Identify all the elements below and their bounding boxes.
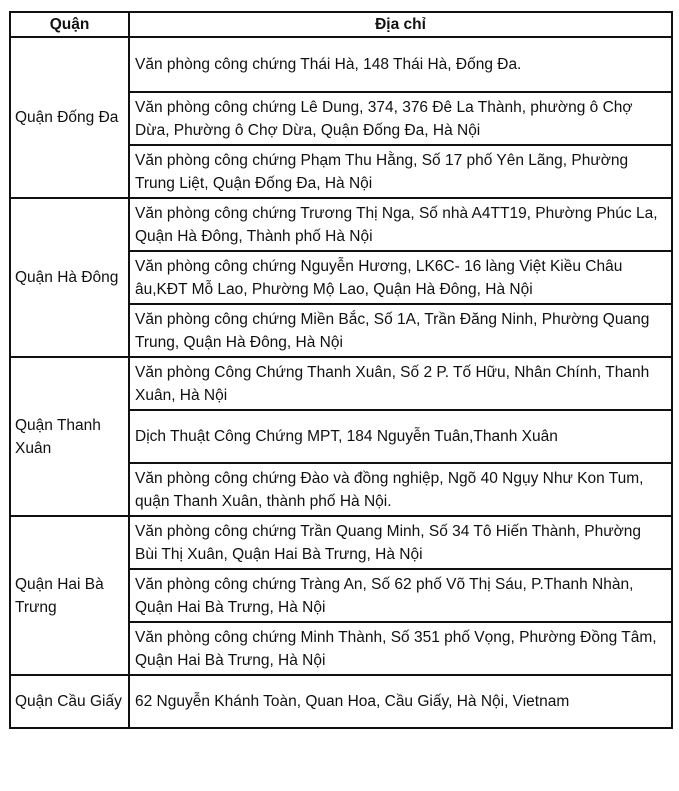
header-address: Địa chỉ [129,12,672,37]
notary-office-table [9,11,673,729]
address-cell: Văn phòng công chứng Phạm Thu Hằng, Số 17 phố Yên Lãng, Phường Trung Liệt, Quận Đống Đa, Hà Nội [129,145,672,198]
table-row [10,357,672,410]
table-row [10,675,672,728]
address-cell: Văn phòng công chứng Trần Quang Minh, Số 34 Tô Hiến Thành, Phường Bùi Thị Xuân, Quận Hai Bà Trưng, Hà Nội [129,516,672,569]
address-cell: 62 Nguyễn Khánh Toàn, Quan Hoa, Cầu Giấy, Hà Nội, Vietnam [129,675,672,728]
district-cell: Quận Đống Đa [10,37,129,198]
address-cell: Văn phòng công chứng Miền Bắc, Số 1A, Trần Đăng Ninh, Phường Quang Trung, Quận Hà Đông, Hà Nội [129,304,672,357]
address-cell: Văn phòng công chứng Minh Thành, Số 351 phố Vọng, Phường Đồng Tâm, Quận Hai Bà Trưng, Hà Nội [129,622,672,675]
address-cell: Văn phòng công chứng Nguyễn Hương, LK6C- 16 làng Việt Kiều Châu âu,KĐT Mỗ Lao, Phường Mộ Lao, Quận Hà Đông, Hà Nội [129,251,672,304]
address-cell: Văn phòng công chứng Thái Hà, 148 Thái Hà, Đống Đa. [129,37,672,92]
address-cell: Văn phòng công chứng Trương Thị Nga, Số nhà A4TT19, Phường Phúc La, Quận Hà Đông, Thành phố Hà Nội [129,198,672,251]
address-cell: Văn phòng công chứng Lê Dung, 374, 376 Đê La Thành, phường ô Chợ Dừa, Phường ô Chợ Dừa, Quận Đống Đa, Hà Nội [129,92,672,145]
district-cell: Quận Hà Đông [10,198,129,357]
district-cell: Quận Cầu Giấy [10,675,129,728]
header-row [10,12,672,37]
table-row [10,516,672,569]
address-cell: Văn phòng Công Chứng Thanh Xuân, Số 2 P. Tố Hữu, Nhân Chính, Thanh Xuân, Hà Nội [129,357,672,410]
address-cell: Văn phòng công chứng Đào và đồng nghiệp, Ngõ 40 Ngụy Như Kon Tum, quận Thanh Xuân, thành phố Hà Nội. [129,463,672,516]
district-cell: Quận Hai Bà Trưng [10,516,129,675]
address-cell: Dịch Thuật Công Chứng MPT, 184 Nguyễn Tuân,Thanh Xuân [129,410,672,463]
table-row [10,198,672,251]
district-cell: Quận Thanh Xuân [10,357,129,516]
header-district: Quận [10,12,129,37]
table-row [10,37,672,92]
address-cell: Văn phòng công chứng Tràng An, Số 62 phố Võ Thị Sáu, P.Thanh Nhàn, Quận Hai Bà Trưng, Hà Nội [129,569,672,622]
